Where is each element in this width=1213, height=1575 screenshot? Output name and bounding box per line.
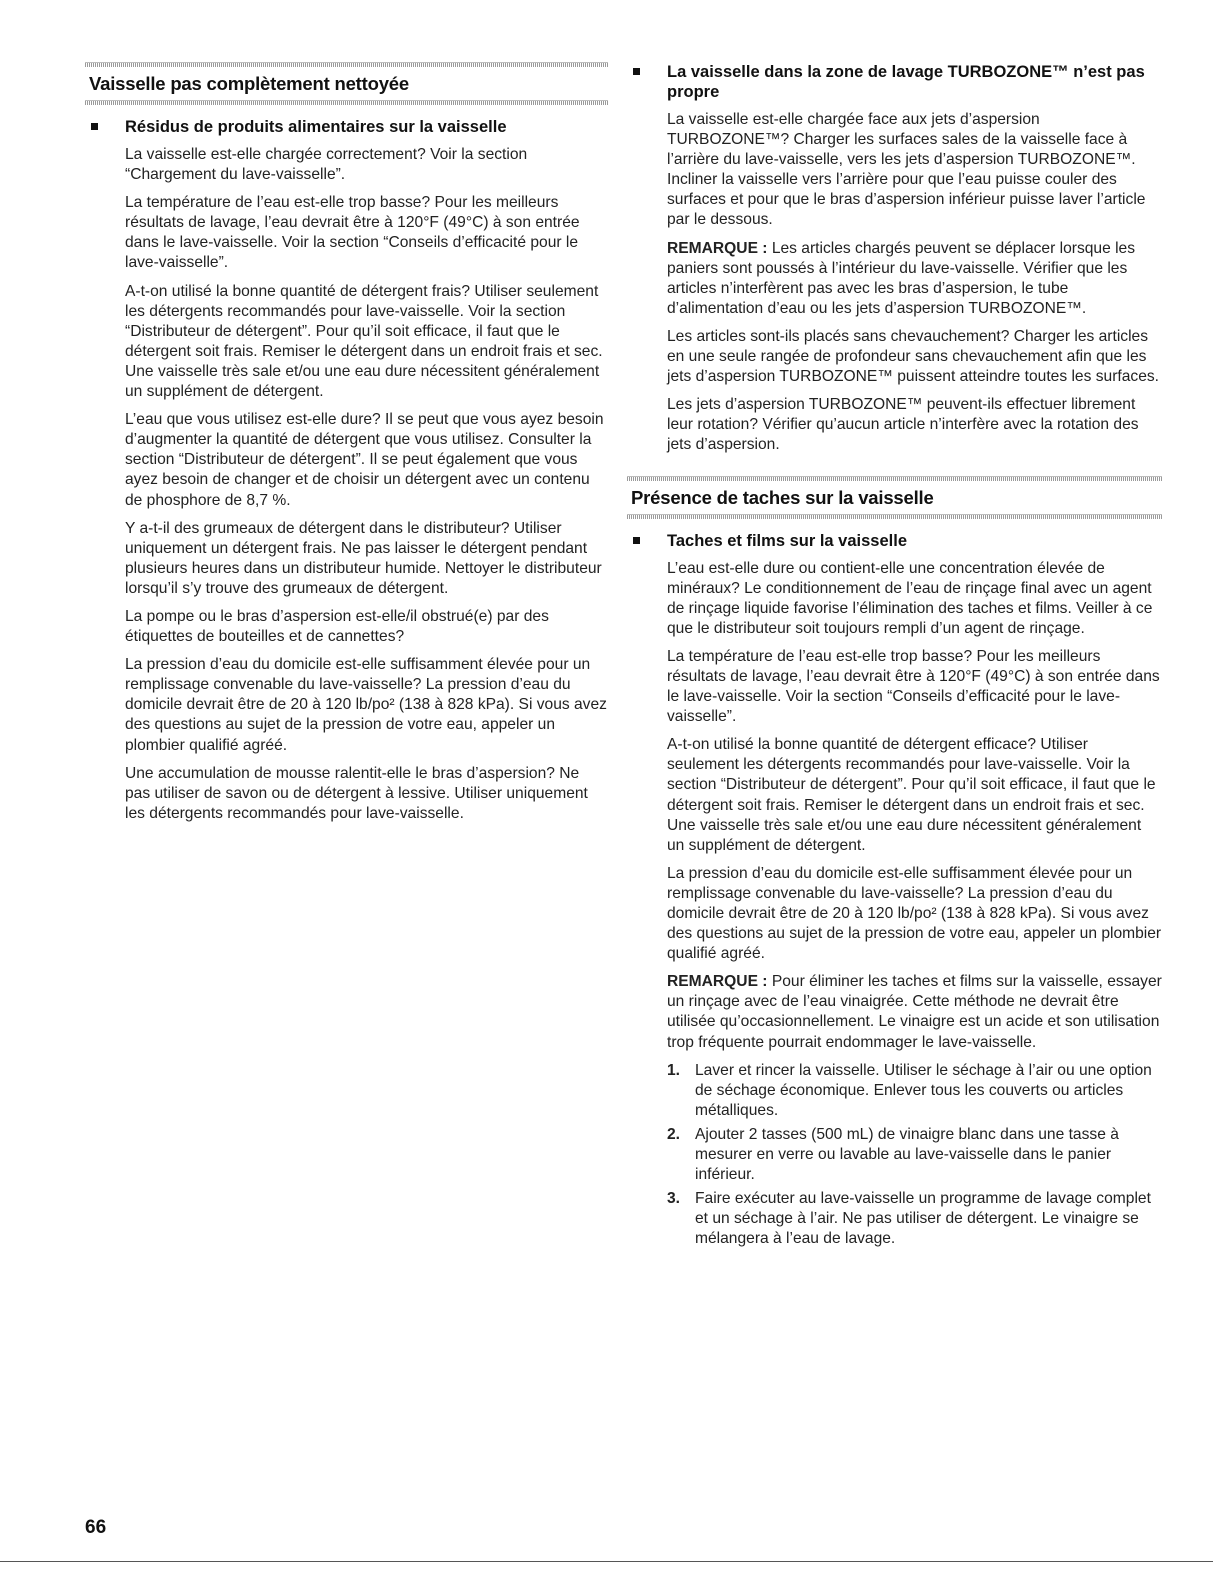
issue-title-text: La vaisselle dans la zone de lavage TURBOZONE™ n’est pas propre (667, 63, 1145, 101)
section-header (627, 476, 1162, 519)
issue-paragraphs (627, 559, 1162, 1053)
section-rule-bottom (627, 514, 1162, 519)
paragraph: L’eau que vous utilisez est-elle dure? Il se peut que vous ayez besoin d’augmenter la quantité de détergent que vous utilisez. Consulter la section “Distributeur de détergent”. Il se peut également que vous ayez besoin de changer et de choisir un détergent avec un contenu de phosphore de 8,7 %. (125, 411, 604, 509)
paragraph: La pression d’eau du domicile est-elle suffisamment élevée pour un remplissage convenable du lave-vaisselle? La pression d’eau du domicile devrait être de 20 à 120 lb/po² (138 à 828 kPa). Si vous avez des questions au sujet de la pression de votre eau, appeler un plombier qualifié agréé. (125, 656, 607, 754)
paragraph: Les jets d’aspersion TURBOZONE™ peuvent-ils effectuer librement leur rotation? Vérifier qu’aucun article n’interfère avec la rotation des jets d’aspersion. (667, 396, 1139, 454)
issue-paragraphs (85, 145, 608, 824)
issue-block (627, 62, 1162, 456)
step-text: Laver et rincer la vaisselle. Utiliser le séchage à l’air ou une option de séchage économique. Enlever tous les couverts ou articles métalliques. (695, 1061, 1152, 1119)
issue-title-text: Taches et films sur la vaisselle (667, 531, 907, 550)
page-number: 66 (85, 1517, 107, 1538)
bottom-rule (0, 1561, 1213, 1562)
note-label: REMARQUE : (667, 239, 768, 257)
right-column (627, 62, 1162, 1260)
paragraph: Une accumulation de mousse ralentit-elle le bras d’aspersion? Ne pas utiliser de savon ou de détergent à lessive. Utiliser uniquement les détergents recommandés pour lave-vaisselle. (125, 764, 588, 822)
section-rule-bottom (85, 100, 608, 105)
step-number: 1. (667, 1061, 681, 1079)
step-number: 3. (667, 1190, 681, 1208)
issue-title (627, 62, 1162, 102)
note-paragraph (667, 239, 1162, 319)
left-column (85, 62, 608, 834)
square-bullet-icon (633, 68, 640, 75)
section-title: Présence de taches sur la vaisselle (631, 486, 934, 508)
paragraph: A-t-on utilisé la bonne quantité de détergent efficace? Utiliser seulement les détergents recommandés pour lave-vaisselle. Voir la section “Distributeur de détergent”. Pour qu’il soit efficace, il faut que le détergent soit frais. Remiser le détergent dans un endroit frais et sec. Une vaisselle très sale et/ou une eau dure nécessitent généralement un supplément de détergent. (667, 736, 1156, 854)
issue-title (85, 117, 608, 137)
paragraph: A-t-on utilisé la bonne quantité de détergent frais? Utiliser seulement les détergents recommandés pour lave-vaisselle. Voir la section “Distributeur de détergent”. Pour qu’il soit efficace, il faut que le détergent soit frais. Remiser le détergent dans un endroit frais et sec. Une vaisselle très sale et/ou une eau dure nécessitent généralement un supplément de détergent. (125, 282, 603, 401)
square-bullet-icon (91, 123, 98, 130)
paragraph: La vaisselle est-elle chargée correctement? Voir la section “Chargement du lave-vaisselle”. (125, 146, 528, 184)
step-number: 2. (667, 1125, 681, 1143)
section-header (85, 62, 608, 105)
step-text: Faire exécuter au lave-vaisselle un programme de lavage complet et un séchage à l’air. Ne pas utiliser de détergent. Le vinaigre se mélangera à l’eau de lavage. (695, 1190, 1151, 1248)
issue-paragraphs (627, 110, 1162, 456)
note-label: REMARQUE : (667, 973, 768, 991)
step-text: Ajouter 2 tasses (500 mL) de vinaigre blanc dans une tasse à mesurer en verre ou lavable au lave-vaisselle dans le panier inférieur. (695, 1125, 1119, 1184)
step-item (667, 1061, 1162, 1121)
issue-title (627, 531, 1162, 551)
note-text: Les articles chargés peuvent se déplacer lorsque les paniers sont poussés à l’intérieur du lave-vaisselle. Vérifier que les articles n’interfèrent pas avec les bras d’aspersion, le tube d’alimentation d’eau ou les jets d’aspersion TURBOZONE™. (667, 239, 1136, 317)
paragraph: La vaisselle est-elle chargée face aux jets d’aspersion TURBOZONE™? Charger les surfaces sales de la vaisselle face à l’arrière du lave-vaisselle, vers les jets d’aspersion TURBOZONE™. Incliner la vaisselle vers l’arrière pour que l’eau puisse couler des surfaces et pour que le bras d’aspersion inférieur puisse laver l’article par le dessous. (667, 111, 1146, 229)
step-item (667, 1189, 1162, 1249)
paragraph: La température de l’eau est-elle trop basse? Pour les meilleurs résultats de lavage, l’eau devrait être à 120°F (49°C) à son entrée dans le lave-vaisselle. Voir la section “Conseils d’efficacité pour le lave-vaisselle”. (125, 194, 580, 272)
paragraph: La pression d’eau du domicile est-elle suffisamment élevée pour un remplissage convenable du lave-vaisselle? La pression d’eau du domicile devrait être de 20 à 120 lb/po² (138 à 828 kPa). Si vous avez des questions au sujet de la pression de votre eau, appeler un plombier qualifié agréé. (667, 864, 1162, 963)
paragraph: La pompe ou le bras d’aspersion est-elle/il obstrué(e) par des étiquettes de bouteilles et de cannettes? (125, 607, 549, 646)
note-text: Pour éliminer les taches et films sur la vaisselle, essayer un rinçage avec de l’eau vinaigrée. Cette méthode ne devrait être utilisée qu’occasionnellement. Le vinaigre est un acide et son utilisation trop fréquente pourrait endommager le lave-vaisselle. (667, 973, 1162, 1051)
issue-title-text: Résidus de produits alimentaires sur la vaisselle (125, 118, 507, 136)
note-paragraph (667, 972, 1162, 1052)
numbered-steps (627, 1061, 1162, 1250)
paragraph: La température de l’eau est-elle trop basse? Pour les meilleurs résultats de lavage, l’eau devrait être à 120°F (49°C) à son entrée dans le lave-vaisselle. Voir la section “Conseils d’efficacité pour le lave-vaisselle”. (667, 647, 1160, 726)
issue-block (85, 117, 608, 824)
paragraph: Y a-t-il des grumeaux de détergent dans le distributeur? Utiliser uniquement un détergent frais. Ne pas laisser le détergent pendant plusieurs heures dans un distributeur humide. Nettoyer le distributeur lorsqu’il s’y trouve des grumeaux de détergent. (125, 519, 602, 597)
paragraph: L’eau est-elle dure ou contient-elle une concentration élevée de minéraux? Le conditionnement de l’eau de rinçage final avec un agent de rinçage liquide favorise l’élimination des taches et films. Veiller à ce que le distributeur soit toujours rempli d’un agent de rinçage. (667, 559, 1153, 637)
square-bullet-icon (633, 537, 640, 544)
paragraph: Les articles sont-ils placés sans chevauchement? Charger les articles en une seule rangée de profondeur sans chevauchement afin que les jets d’aspersion TURBOZONE™ puissent atteindre toutes les surfaces. (667, 327, 1159, 386)
section-title: Vaisselle pas complètement nettoyée (89, 73, 409, 94)
issue-block (627, 531, 1162, 1250)
step-item (667, 1125, 1162, 1185)
